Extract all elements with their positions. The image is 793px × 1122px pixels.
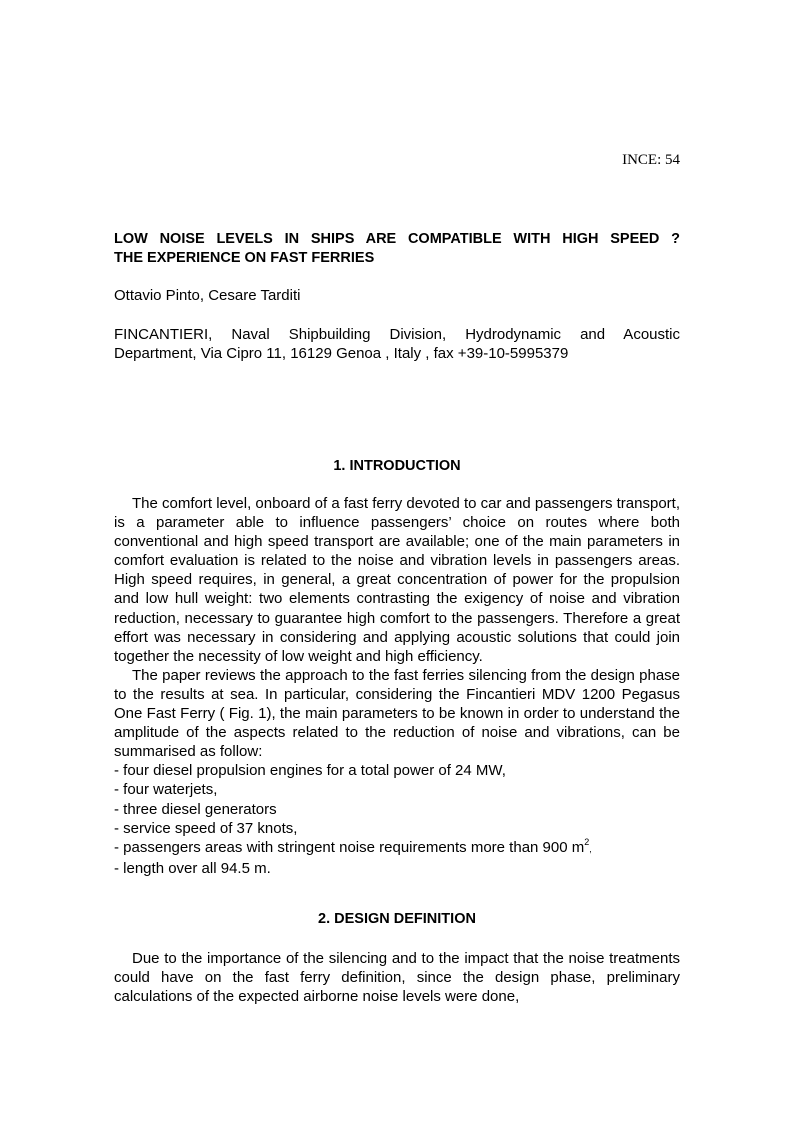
affiliation-line-2: Department, Via Cipro 11, 16129 Genoa , Italy , fax +39-10-5995379: [114, 345, 569, 362]
list-item: [114, 838, 680, 859]
title-line-1: LOW NOISE LEVELS IN SHIPS ARE COMPATIBLE WITH HIGH SPEED ?: [114, 231, 680, 247]
list-item: - service speed of 37 knots,: [114, 819, 298, 837]
affiliation: [114, 325, 680, 363]
section-heading-design-definition: 2. DESIGN DEFINITION: [318, 911, 476, 927]
list-item: - length over all 94.5 m.: [114, 859, 271, 877]
introduction-paragraph-2: The paper reviews the approach to the fast ferries silencing from the design phase to the results at sea. In particular, considering the Fincantieri MDV 1200 Pegasus One Fast Ferry ( Fig. 1), the main parameters to be known in order to understand the amplitude of the aspects related to the reduction of noise and vibrations, can be summarised as follow:: [114, 666, 680, 761]
list-item: - four waterjets,: [114, 781, 218, 799]
introduction-body: [114, 494, 680, 878]
list-item: - four diesel propulsion engines for a total power of 24 MW,: [114, 762, 506, 780]
title-line-2: THE EXPERIENCE ON FAST FERRIES: [114, 250, 375, 266]
authors: Ottavio Pinto, Cesare Tarditi: [114, 287, 301, 304]
superscript-exponent: 2: [584, 836, 590, 847]
list-item-text: - passengers areas with stringent noise requirements more than 900 m: [114, 838, 585, 856]
design-definition-body: [114, 949, 680, 1006]
introduction-paragraph-1: The comfort level, onboard of a fast ferry devoted to car and passengers transport, is a parameter able to influence passengers’ choice on routes where both conventional and high speed transport are available; one of the main parameters in comfort evaluation is related to the noise and vibration levels in passengers areas. High speed requires, in general, a great concentration of power for the propulsion and low hull weight: two elements contrasting the exigency of noise and vibration reduction, necessary to guarantee high comfort to the passengers. Therefore a great effort was necessary in considering and applying acoustic solutions that could join together the necessity of low weight and high efficiency.: [114, 495, 680, 665]
affiliation-line-1: FINCANTIERI, Naval Shipbuilding Division, Hydrodynamic and Acoustic: [114, 326, 680, 343]
conference-reference: INCE: 54: [622, 152, 680, 168]
parameter-list: [114, 761, 680, 878]
section-heading-introduction: 1. INTRODUCTION: [333, 458, 461, 474]
list-item: - three diesel generators: [114, 800, 277, 818]
list-item-trailing-comma: ,: [589, 843, 592, 854]
design-definition-paragraph-1: Due to the importance of the silencing and to the impact that the noise treatments could have on the fast ferry definition, since the design phase, preliminary calculations of the expected airborne noise levels were done,: [114, 950, 680, 1006]
paper-title: [114, 230, 680, 268]
